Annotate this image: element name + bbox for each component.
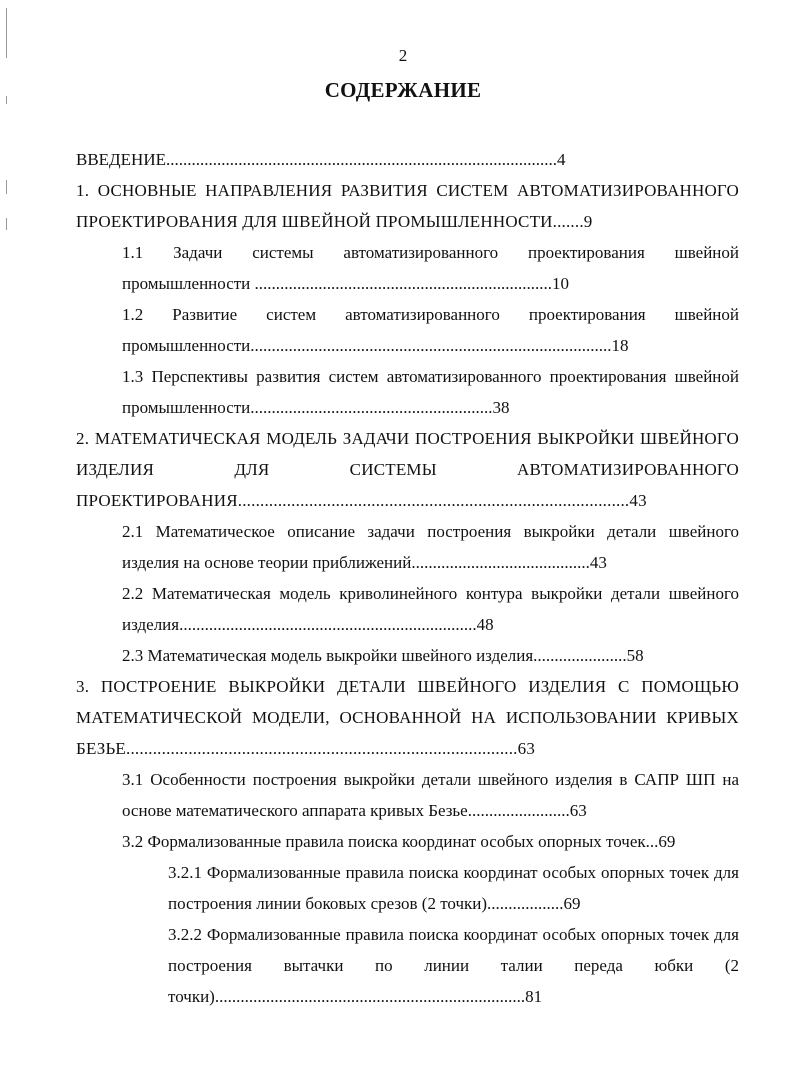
toc-entry-page: 4	[556, 150, 566, 169]
toc-entry-text: 3.2.1 Формализованные правила поиска координат особых опорных точек для построения линии боковых срезов (2 точки)..................	[168, 863, 739, 913]
toc-entry-chapter-3	[76, 671, 739, 764]
toc-entry-text: 3. ПОСТРОЕНИЕ ВЫКРОЙКИ ДЕТАЛИ ШВЕЙНОГО ИЗДЕЛИЯ С ПОМОЩЬЮ МАТЕМАТИЧЕСКОЙ МОДЕЛИ, ОСНОВАННОЙ НА ИСПОЛЬЗОВАНИИ КРИВЫХ БЕЗЬЕ........................................................................................	[76, 677, 739, 758]
margin-scan-mark	[6, 218, 7, 230]
toc-entry-page: 48	[476, 615, 494, 634]
toc-entry-page: 58	[626, 646, 644, 665]
toc-entry-section-1-2	[122, 299, 739, 361]
toc-entry-text: 2.2 Математическая модель криволинейного контура выкройки детали швейного изделия......................................................................	[122, 584, 739, 634]
toc-entry-page: 18	[611, 336, 629, 355]
toc-entry-page: 81	[525, 987, 543, 1006]
margin-scan-mark	[6, 180, 7, 194]
toc-entry-chapter-1	[76, 175, 739, 237]
toc-entry-text: 3.1 Особенности построения выкройки детали швейного изделия в САПР ШП на основе математического аппарата кривых Безье........................	[122, 770, 739, 820]
toc-entry-text: 2.1 Математическое описание задачи построения выкройки детали швейного изделия на основе теории приближений..........................................	[122, 522, 739, 572]
page-number: 2	[398, 46, 408, 65]
toc-entry-page: 43	[589, 553, 607, 572]
toc-entry-text: 3.2.2 Формализованные правила поиска координат особых опорных точек для построения вытачки по линии талии переда юбки (2 точки).........................................................................	[168, 925, 739, 1006]
toc-entry-page: 38	[492, 398, 510, 417]
toc-entry-section-1-1	[122, 237, 739, 299]
toc-entry-text: 3.2 Формализованные правила поиска координат особых опорных точек...	[122, 832, 659, 851]
toc-entry-section-3-1	[122, 764, 739, 826]
toc-entry-section-3-2-1	[168, 857, 739, 919]
page-title: СОДЕРЖАНИЕ	[324, 78, 482, 102]
toc-entry-page: 63	[569, 801, 587, 820]
toc-entry-section-3-2-2	[168, 919, 739, 1012]
toc-entry-text: 2.3 Математическая модель выкройки швейного изделия......................	[122, 646, 627, 665]
toc-entry-text: 2. МАТЕМАТИЧЕСКАЯ МОДЕЛЬ ЗАДАЧИ ПОСТРОЕНИЯ ВЫКРОЙКИ ШВЕЙНОГО ИЗДЕЛИЯ ДЛЯ СИСТЕМЫ АВТОМАТИЗИРОВАННОГО ПРОЕКТИРОВАНИЯ........................................................................................	[76, 429, 739, 510]
toc-entry-text: 1.3 Перспективы развития систем автоматизированного проектирования швейной промышленности.........................................................	[122, 367, 739, 417]
toc-entry-section-3-2	[122, 826, 739, 857]
toc-entry-page: 69	[563, 894, 581, 913]
toc-entry-text: 1. ОСНОВНЫЕ НАПРАВЛЕНИЯ РАЗВИТИЯ СИСТЕМ АВТОМАТИЗИРОВАННОГО ПРОЕКТИРОВАНИЯ ДЛЯ ШВЕЙНОЙ ПРОМЫШЛЕННОСТИ.......	[76, 181, 739, 231]
table-of-contents	[76, 144, 739, 1012]
toc-entry-chapter-2	[76, 423, 739, 516]
toc-entry-text: 1.2 Развитие систем автоматизированного проектирования швейной промышленности.....................................................................................	[122, 305, 739, 355]
toc-entry-introduction	[76, 144, 739, 175]
toc-entry-page: 43	[629, 491, 647, 510]
toc-entry-page: 69	[658, 832, 676, 851]
toc-entry-text: ВВЕДЕНИЕ............................................................................................	[76, 150, 557, 169]
toc-entry-page: 63	[517, 739, 536, 758]
toc-entry-section-1-3	[122, 361, 739, 423]
toc-entry-page: 9	[583, 212, 593, 231]
toc-entry-text: 1.1 Задачи системы автоматизированного проектирования швейной промышленности ......................................................................	[122, 243, 739, 293]
toc-entry-section-2-1	[122, 516, 739, 578]
toc-entry-section-2-3	[122, 640, 739, 671]
toc-entry-page: 10	[552, 274, 570, 293]
toc-entry-section-2-2	[122, 578, 739, 640]
